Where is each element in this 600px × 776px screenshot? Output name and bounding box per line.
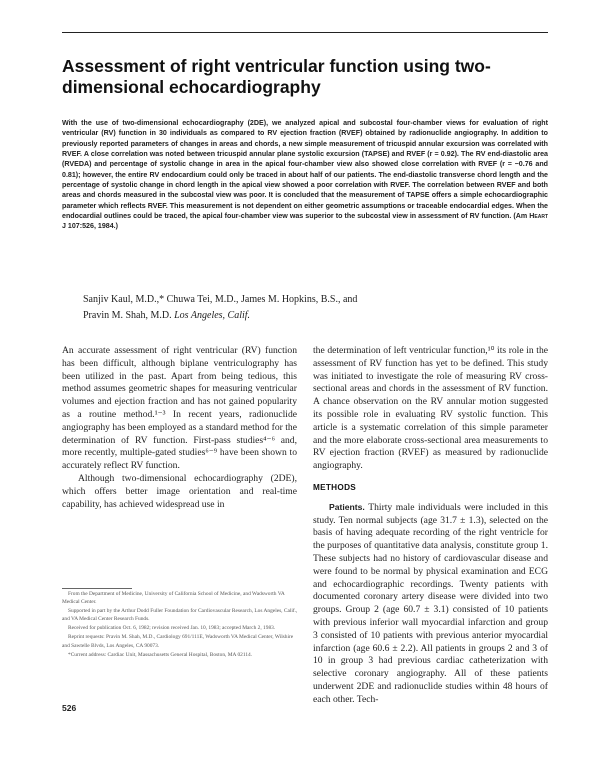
footnote-divider	[62, 588, 132, 589]
author-line-2-names: Pravin M. Shah, M.D.	[83, 310, 172, 321]
left-column	[62, 345, 297, 511]
footnote-reprint: Reprint requests: Pravin M. Shah, M.D., Cardiology 691/111E, Wadsworth VA Medical Center, Wilshire and Sawtelle Blvds, Los Angeles, CA 90073.	[62, 634, 294, 649]
footnote-received: Received for publication Oct. 6, 1982; revision received Jan. 10, 1983; accepted March 2, 1983.	[68, 625, 276, 632]
footnotes	[62, 590, 298, 660]
right-column	[313, 345, 548, 707]
patients-subheading: Patients.	[329, 501, 365, 512]
abstract-text: With the use of two-dimensional echocardiography (2DE), we analyzed apical and subcostal four-chamber views for evaluation of right ventricular (RV) function in 30 individuals as compared to RV ejection fraction (RVEF) obtained by radionuclide angiography. In addition to previously reported parameters of changes in areas and chords, a new simple measurement of tricuspid annular excursion was correlated with RVEF. A close correlation was noted between tricuspid annular plane systolic excursion (TAPSE) and RVEF (r = 0.92). The RV end-diastolic area (RVEDA) and percentage of systolic change in area in the apical four-chamber view also showed close correlation with RVEF (r = −0.76 and 0.81); however, the entire RV endocardium could only be traced in about half of our patients. The end-diastolic transverse chord length and the percentage of systolic change in chord length in the apical view showed a poor correlation with RVEF. The correlation between RVEF and both areas and chords measured in the subcostal view was poor. It is concluded that the measurement of TAPSE offers a simple echocardiographic parameter which reflects RVEF. This measurement is not dependent on either geometric assumptions or traceable endocardial edges. When the endocardial outlines could be traced, the apical four-chamber view was superior to the subcostal view in assessment of RV function. (Am	[62, 119, 548, 221]
patients-text: Thirty male individuals were included in this study. Ten normal subjects (age 31.7 ± 1.3), selected on the basis of having adequate recording of the right ventricle for the purposes of quantitative data analysis, constitute group 1. These subjects had no history of cardiovascular disease and were found to be normal by physical examination and ECG and echocardiographic recordings. Twenty patients with documented coronary artery disease were divided into two groups. Group 2 (age 60.7 ± 3.1) consisted of 10 patients with previous inferior wall myocardial infarction and group 3 consisted of 10 patients with previous anterior myocardial infarction (age 60.6 ± 2.2). All patients in groups 2 and 3 of 10 in group 3 had previous cardiac catheterization with selective coronary angiography. All of these patients underwent 2DE and radionuclide studies within 48 hours of each other. Tech-	[313, 501, 548, 705]
abstract	[62, 118, 548, 232]
footnote-current-address: *Current address: Cardiac Unit, Massachusetts General Hospital, Boston, MA 02114.	[68, 651, 253, 658]
patients-paragraph	[313, 501, 548, 707]
author-list	[83, 292, 523, 324]
footnote-affiliation: From the Department of Medicine, University of California School of Medicine, and Wadsworth VA Medical Center.	[62, 591, 285, 606]
intro-paragraph-2: Although two-dimensional echocardiography (2DE), which offers better image orientation and real-time capability, has achieved widespread use in	[62, 472, 297, 510]
intro-paragraph-1: An accurate assessment of right ventricular (RV) function has been difficult, although biplane ventriculography has been utilized in the past. Apart from being tedious, this method assumes geometric shapes for measuring ventricular volumes and ejection fraction and has not gained popularity as a routine method.¹⁻³ In recent years, radionuclide angiography has been employed as a standard method for the determination of RV function. First-pass studies⁴⁻⁶ and, more recently, multiple-gated studies⁶⁻⁹ have been shown to accurately reflect RV function.	[62, 345, 297, 472]
intro-paragraph-3: the determination of left ventricular function,¹⁰ its role in the assessment of RV function has yet to be defined. This study was initiated to investigate the role of measuring RV cross-sectional areas and chords in the assessment of RV function. A chance observation on the RV annular motion suggested its possible role in evaluating RV systolic function. This article is a systematic correlation of this simple parameter and the more elaborate cross-sectional area measurements to RV ejection fraction (RVEF) as measured by radionuclide angiography.	[313, 345, 548, 472]
author-location: Los Angeles, Calif.	[174, 310, 251, 321]
abstract-journal: Heart J 107:526, 1984.)	[62, 212, 548, 231]
author-line-1: Sanjiv Kaul, M.D.,* Chuwa Tei, M.D., James M. Hopkins, B.S., and	[83, 294, 358, 305]
top-rule	[62, 32, 548, 33]
methods-heading: METHODS	[313, 482, 357, 492]
page-number: 526	[62, 703, 77, 713]
article-title: Assessment of right ventricular function using two-dimensional echocardiography	[62, 56, 491, 97]
footnote-support: Supported in part by the Arthur Dodd Fuller Foundation for Cardiovascular Research, Los Angeles, Calif., and VA Medical Center Research Funds.	[62, 608, 298, 623]
author-line-2	[83, 308, 523, 324]
